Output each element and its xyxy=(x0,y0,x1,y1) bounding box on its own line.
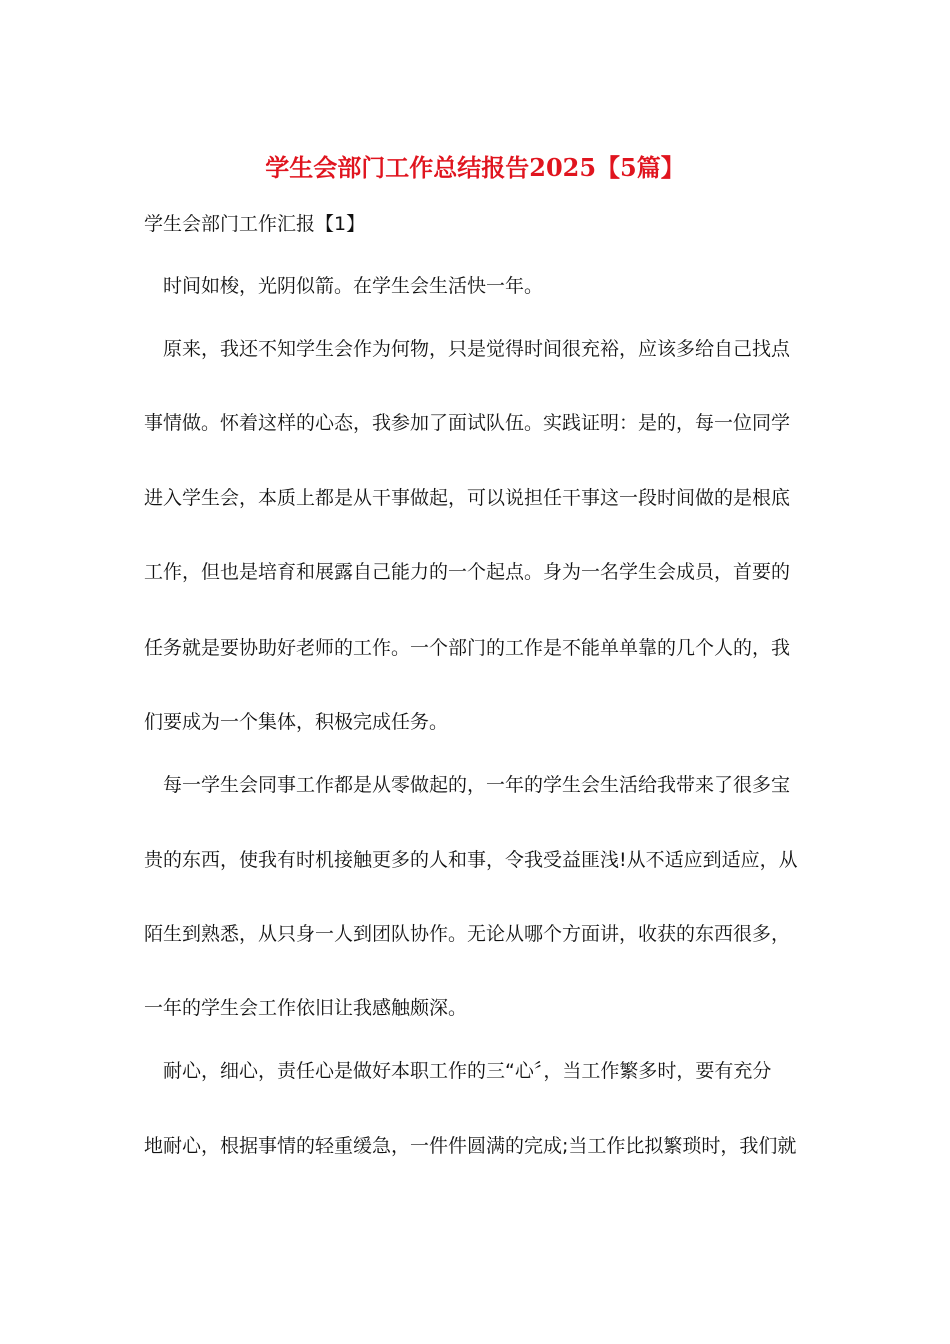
paragraph-line: 原来，我还不知学生会作为何物，只是觉得时间很充裕，应该多给自己找点 xyxy=(163,338,791,360)
paragraph-line: 时间如梭，光阴似箭。在学生会生活快一年。 xyxy=(163,275,544,297)
paragraph-line: 陌生到熟悉，从只身一人到团队协作。无论从哪个方面讲，收获的东西很多， xyxy=(144,923,791,945)
paragraph-line: 地耐心，根据事情的轻重缓急，一件件圆满的完成;当工作比拟繁琐时，我们就 xyxy=(144,1135,797,1157)
section-heading: 学生会部门工作汇报【1】 xyxy=(144,213,366,235)
paragraph-line: 贵的东西，使我有时机接触更多的人和事，令我受益匪浅!从不适应到适应，从 xyxy=(144,849,798,871)
paragraph-line: 们要成为一个集体，积极完成任务。 xyxy=(144,711,449,733)
paragraph-line: 进入学生会，本质上都是从干事做起，可以说担任干事这一段时间做的是根底 xyxy=(144,487,791,509)
paragraph-line: 工作，但也是培育和展露自己能力的一个起点。身为一名学生会成员，首要的 xyxy=(144,561,791,583)
paragraph-line: 事情做。怀着这样的心态，我参加了面试队伍。实践证明：是的，每一位同学 xyxy=(144,412,791,434)
paragraph-line: 任务就是要协助好老师的工作。一个部门的工作是不能单单靠的几个人的，我 xyxy=(144,637,791,659)
paragraph-line: 每一学生会同事工作都是从零做起的，一年的学生会生活给我带来了很多宝 xyxy=(163,774,791,796)
paragraph-line: 一年的学生会工作依旧让我感触颇深。 xyxy=(144,997,468,1019)
paragraph-line: 耐心，细心，责任心是做好本职工作的三“心〞，当工作繁多时，要有充分 xyxy=(163,1060,772,1082)
document-title: 学生会部门工作总结报告2025【5篇】 xyxy=(265,153,685,182)
